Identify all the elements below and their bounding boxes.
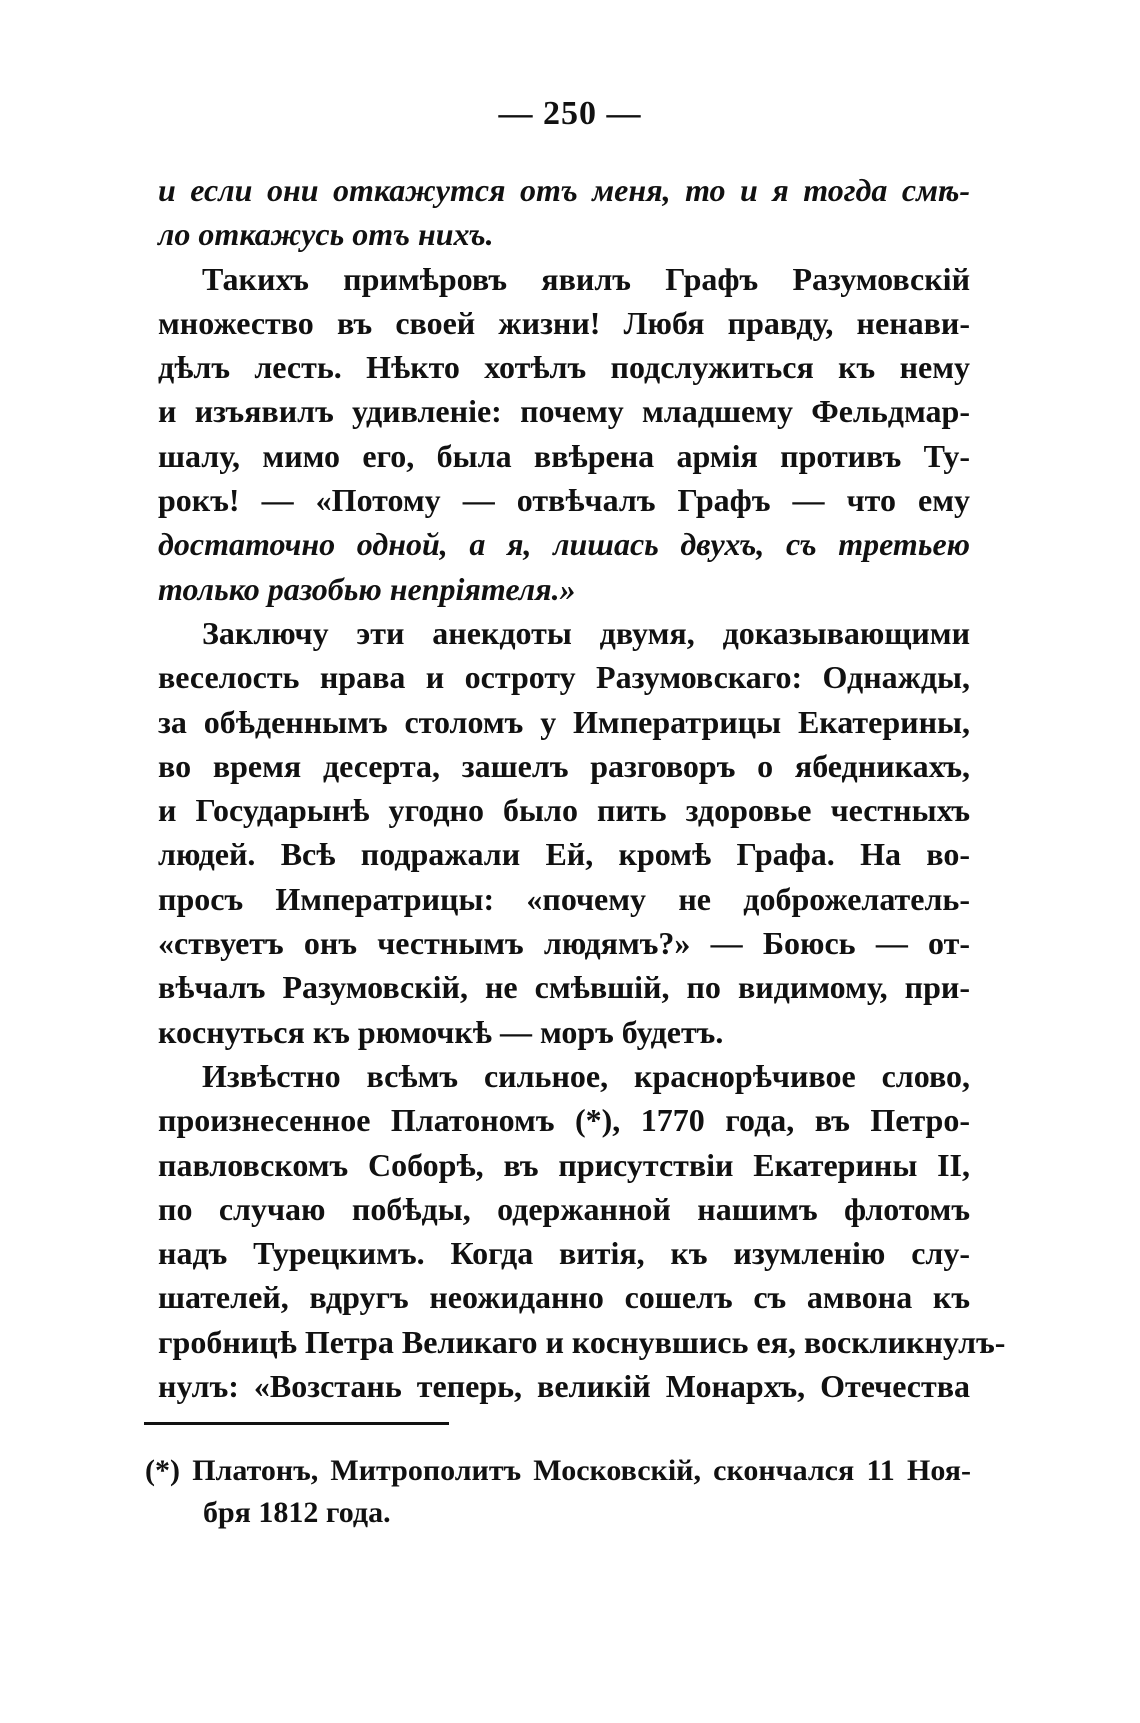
footnote-line: (*) Платонъ, Митрополитъ Московскій, скончался 11 Ноя-	[145, 1454, 971, 1487]
text-line: ло откажусь отъ нихъ.	[158, 216, 494, 253]
page-number: — 250 —	[498, 95, 642, 132]
paragraph-start-line: Заключу эти анекдоты двумя, доказывающими	[202, 614, 970, 651]
text-line: «ствуетъ онъ честнымъ людямъ?» — Боюсь — от-	[158, 925, 970, 962]
text-line: рокъ! — «Потому — отвѣчалъ Графъ — что ему	[158, 482, 970, 519]
paragraph-start-line: Такихъ примѣровъ явилъ Графъ Разумовскій	[202, 260, 970, 297]
text-line: по случаю побѣды, одержанной нашимъ флотомъ	[158, 1190, 970, 1227]
footnote-divider	[144, 1422, 449, 1425]
footnote-line: бря 1812 года.	[203, 1496, 391, 1529]
footnote	[145, 1450, 971, 1534]
text-line: шалу, мимо его, была ввѣрена армія противъ Ту-	[158, 437, 970, 474]
text-line: за обѣденнымъ столомъ у Императрицы Екатерины,	[158, 703, 970, 740]
text-line: шателей, вдругъ неожиданно сошелъ съ амвона къ	[158, 1279, 970, 1316]
text-line: достаточно одной, а я, лишась двухъ, съ третьею	[158, 526, 970, 563]
text-line: и Государынѣ угодно было пить здоровье честныхъ	[158, 792, 970, 829]
text-line: дѣлъ лесть. Нѣкто хотѣлъ подслужиться къ нему	[158, 349, 970, 386]
text-line: надъ Турецкимъ. Когда витія, къ изумленію слу-	[158, 1235, 970, 1272]
text-line: и если они откажутся отъ меня, то и я тогда смѣ-	[158, 172, 970, 208]
text-line: во время десерта, зашелъ разговоръ о ябедникахъ,	[158, 747, 970, 784]
text-line: вѣчалъ Разумовскій, не смѣвшій, по видимому, при-	[158, 969, 970, 1006]
paragraph-start-line: Извѣстно всѣмъ сильное, краснорѣчивое слово,	[202, 1057, 970, 1094]
text-line: павловскомъ Соборѣ, въ присутствіи Екатерины II,	[158, 1146, 970, 1183]
text-line: произнесенное Платономъ (*), 1770 года, въ Петро-	[158, 1102, 970, 1139]
text-line: множество въ своей жизни! Любя правду, ненави-	[158, 304, 970, 341]
text-line: людей. Всѣ подражали Ей, кромѣ Графа. На во-	[158, 836, 970, 873]
text-line: просъ Императрицы: «почему не доброжелатель-	[158, 880, 970, 917]
text-line: и изъявилъ удивленіе: почему младшему Фельдмар-	[158, 393, 970, 430]
text-line: только разобью непріятеля.»	[158, 570, 576, 607]
text-line: веселость нрава и остроту Разумовскаго: Однажды,	[158, 659, 970, 696]
text-line: гробницѣ Петра Великаго и коснувшись ея, воскликнулъ-	[158, 1323, 1006, 1360]
text-line: коснуться къ рюмочкѣ — моръ будетъ.	[158, 1013, 724, 1050]
main-text	[158, 168, 1006, 1408]
text-line: нулъ: «Возстань теперь, великій Монархъ, Отечества	[158, 1368, 970, 1405]
